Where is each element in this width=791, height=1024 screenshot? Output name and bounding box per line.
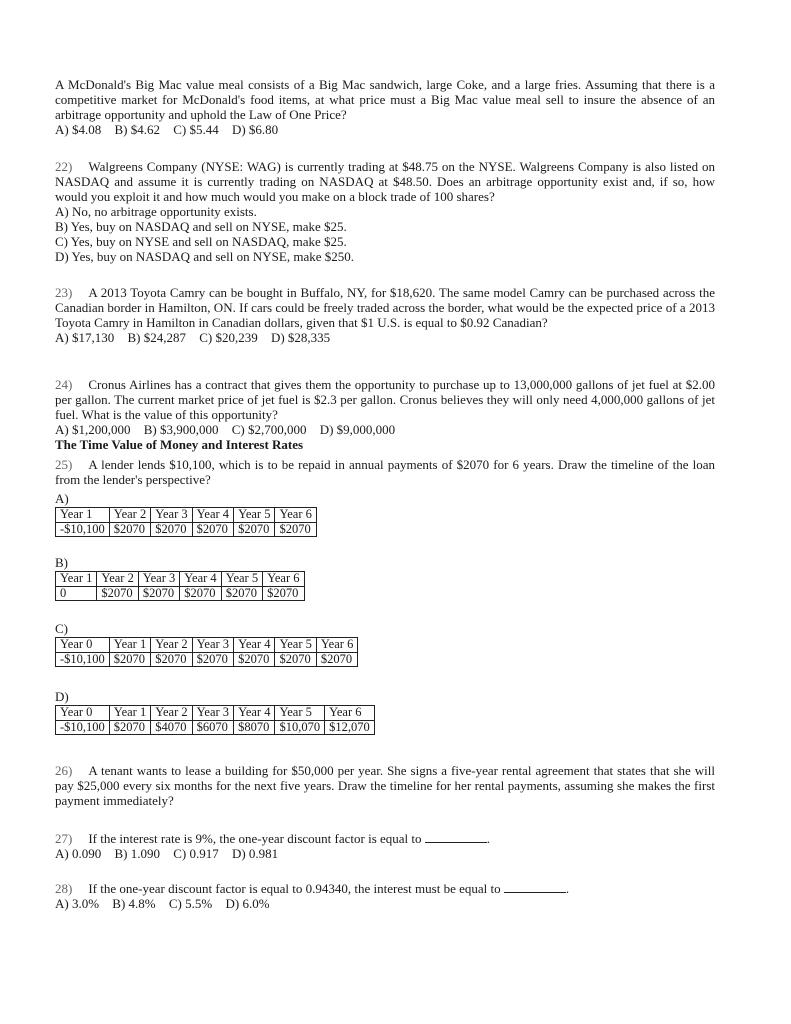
amount-cell: $2070 [275, 652, 316, 667]
question-25 [55, 458, 715, 488]
question-23 [55, 286, 715, 346]
option-a: A) $17,130 [55, 329, 115, 345]
amount-cell: $8070 [234, 720, 275, 735]
year-cell: Year 1 [56, 571, 97, 586]
option-d: D) 0.981 [231, 845, 279, 861]
year-cell: Year 6 [325, 705, 375, 720]
timeline-letter: A) [55, 491, 69, 506]
question-number: 26) [55, 763, 73, 778]
question-25-text [55, 458, 715, 488]
option-a: A) 3.0% [55, 895, 100, 911]
year-cell: Year 1 [109, 637, 150, 652]
amount-cell: $2070 [97, 586, 138, 601]
option-a: A) No, no arbitrage opportunity exists. [55, 203, 257, 219]
amount-cell: $6070 [192, 720, 233, 735]
amount-cell: $2070 [263, 586, 304, 601]
option-c: C) $20,239 [199, 329, 258, 345]
amount-cell: $2070 [234, 652, 275, 667]
question-27 [55, 832, 715, 862]
year-cell: Year 3 [151, 507, 192, 522]
question-body: If the one-year discount factor is equal to 0.94340, the interest must be equal to [88, 881, 501, 896]
timeline-table [55, 637, 358, 668]
question-number: 23) [55, 285, 73, 300]
amount-cell: $4070 [151, 720, 192, 735]
section-heading: The Time Value of Money and Interest Rates [55, 436, 304, 452]
option-d: D) $6.80 [231, 121, 279, 137]
option-c: C) 0.917 [173, 845, 219, 861]
option-c: C) $2,700,000 [231, 421, 307, 437]
amount-cell: $2070 [192, 652, 233, 667]
option-c: C) Yes, buy on NYSE and sell on NASDAQ, make $25. [55, 233, 347, 249]
question-26 [55, 764, 715, 809]
question-number: 24) [55, 377, 73, 392]
year-cell: Year 2 [151, 637, 192, 652]
question-body: A lender lends $10,100, which is to be repaid in annual payments of $2070 for 6 years. Draw the timeline of the loan from the lender's perspective? [55, 457, 715, 487]
option-a: A) 0.090 [55, 845, 102, 861]
amount-cell: $2070 [192, 522, 233, 537]
question-27-options [55, 847, 715, 862]
amount-cell: $10,070 [275, 720, 325, 735]
question-body: Walgreens Company (NYSE: WAG) is currently trading at $48.75 on the NYSE. Walgreens Company is also listed on NASDAQ and assume it is currently trading on NASDAQ at $48.50. Does an arbitrage opportunity exist and, if so, how would you exploit it and how much would you make on a block trade of 100 shares? [55, 159, 715, 204]
timeline-table [55, 705, 375, 736]
question-body: Cronus Airlines has a contract that gives them the opportunity to purchase up to 13,000,000 gallons of jet fuel at $2.00 per gallon. The current market price of jet fuel is $2.3 per gallon. Cronus believes they will only need 4,000,000 gallons of jet fuel. What is the value of this opportunity? [55, 377, 715, 422]
option-b: B) 4.8% [112, 895, 156, 911]
question-number: 22) [55, 159, 73, 174]
question-26-text [55, 764, 715, 809]
timeline-table [55, 507, 317, 538]
question-24-text [55, 378, 715, 423]
year-cell: Year 4 [180, 571, 221, 586]
timeline-c [55, 622, 715, 667]
year-cell: Year 5 [275, 705, 325, 720]
question-body: A 2013 Toyota Camry can be bought in Buffalo, NY, for $18,620. The same model Camry can be purchased across the Canadian border in Hamilton, ON. If cars could be freely traded across the border, what would be the expected price of a 2013 Toyota Camry in Hamilton in Canadian dollars, given that $1 U.S. is equal to $0.92 Canadian? [55, 285, 715, 330]
year-cell: Year 3 [138, 571, 179, 586]
year-cell: Year 6 [275, 507, 316, 522]
year-cell: Year 5 [234, 507, 275, 522]
answer-blank [425, 832, 487, 843]
amount-cell: $2070 [151, 522, 192, 537]
year-cell: Year 1 [109, 705, 150, 720]
question-24-options [55, 423, 715, 438]
question-21-options [55, 123, 715, 138]
year-cell: Year 2 [97, 571, 138, 586]
option-b: B) $3,900,000 [143, 421, 219, 437]
sentence-end: . [565, 881, 570, 896]
amount-cell: $2070 [316, 652, 357, 667]
option-d: D) 6.0% [225, 895, 270, 911]
year-cell: Year 3 [192, 705, 233, 720]
year-cell: Year 1 [56, 507, 110, 522]
option-d: D) $28,335 [270, 329, 331, 345]
question-22 [55, 160, 715, 265]
option-b: B) $4.62 [114, 121, 160, 137]
question-23-text [55, 286, 715, 331]
amount-cell: -$10,100 [56, 720, 110, 735]
year-cell: Year 6 [316, 637, 357, 652]
question-body: A tenant wants to lease a building for $50,000 per year. She signs a five-year rental agreement that states that she will pay $25,000 every six months for the next five years. Draw the timeline for her rental payments, assuming she makes the first payment immediately? [55, 763, 715, 808]
question-28-options [55, 897, 715, 912]
timeline-letter: B) [55, 555, 68, 570]
amount-cell: $2070 [275, 522, 316, 537]
option-a: A) $1,200,000 [55, 421, 131, 437]
question-number: 25) [55, 457, 73, 472]
timeline-a [55, 492, 715, 537]
year-cell: Year 4 [234, 637, 275, 652]
year-cell: Year 0 [56, 705, 110, 720]
question-number: 28) [55, 881, 73, 896]
amount-cell: $2070 [151, 652, 192, 667]
timeline-table [55, 571, 305, 602]
answer-blank [504, 882, 566, 893]
amount-cell: $2070 [138, 586, 179, 601]
option-d: D) $9,000,000 [319, 421, 396, 437]
question-22-text [55, 160, 715, 205]
amount-cell: $2070 [109, 522, 150, 537]
option-c: C) 5.5% [168, 895, 213, 911]
option-d: D) Yes, buy on NASDAQ and sell on NYSE, make $250. [55, 248, 354, 264]
timeline-b [55, 556, 715, 601]
year-cell: Year 5 [221, 571, 262, 586]
year-cell: Year 4 [234, 705, 275, 720]
option-b: B) Yes, buy on NASDAQ and sell on NYSE, make $25. [55, 218, 347, 234]
option-a: A) $4.08 [55, 121, 102, 137]
timeline-d [55, 690, 715, 735]
amount-cell: -$10,100 [56, 522, 110, 537]
amount-cell: $2070 [221, 586, 262, 601]
year-cell: Year 0 [56, 637, 110, 652]
amount-cell: $2070 [109, 720, 150, 735]
sentence-end: . [486, 831, 491, 846]
year-cell: Year 6 [263, 571, 304, 586]
question-24 [55, 378, 715, 453]
question-number: 27) [55, 831, 73, 846]
question-21-text: A McDonald's Big Mac value meal consists of a Big Mac sandwich, large Coke, and a large fries. Assuming that there is a competitive market for McDonald's food items, at what price must a Big Mac value meal sell to insure the absence of an arbitrage opportunity and uphold the Law of One Price? [55, 77, 715, 122]
year-cell: Year 5 [275, 637, 316, 652]
timeline-letter: D) [55, 689, 69, 704]
amount-cell: $2070 [109, 652, 150, 667]
year-cell: Year 4 [192, 507, 233, 522]
question-27-text [55, 832, 715, 847]
amount-cell: $2070 [234, 522, 275, 537]
amount-cell: $2070 [180, 586, 221, 601]
question-21 [55, 78, 715, 138]
question-23-options [55, 331, 715, 346]
amount-cell: -$10,100 [56, 652, 110, 667]
question-28-text [55, 882, 715, 897]
amount-cell: 0 [56, 586, 97, 601]
year-cell: Year 2 [151, 705, 192, 720]
year-cell: Year 2 [109, 507, 150, 522]
amount-cell: $12,070 [325, 720, 375, 735]
option-c: C) $5.44 [173, 121, 219, 137]
year-cell: Year 3 [192, 637, 233, 652]
option-b: B) $24,287 [127, 329, 186, 345]
question-28 [55, 882, 715, 912]
option-b: B) 1.090 [114, 845, 160, 861]
question-body: If the interest rate is 9%, the one-year discount factor is equal to [88, 831, 422, 846]
timeline-letter: C) [55, 621, 68, 636]
